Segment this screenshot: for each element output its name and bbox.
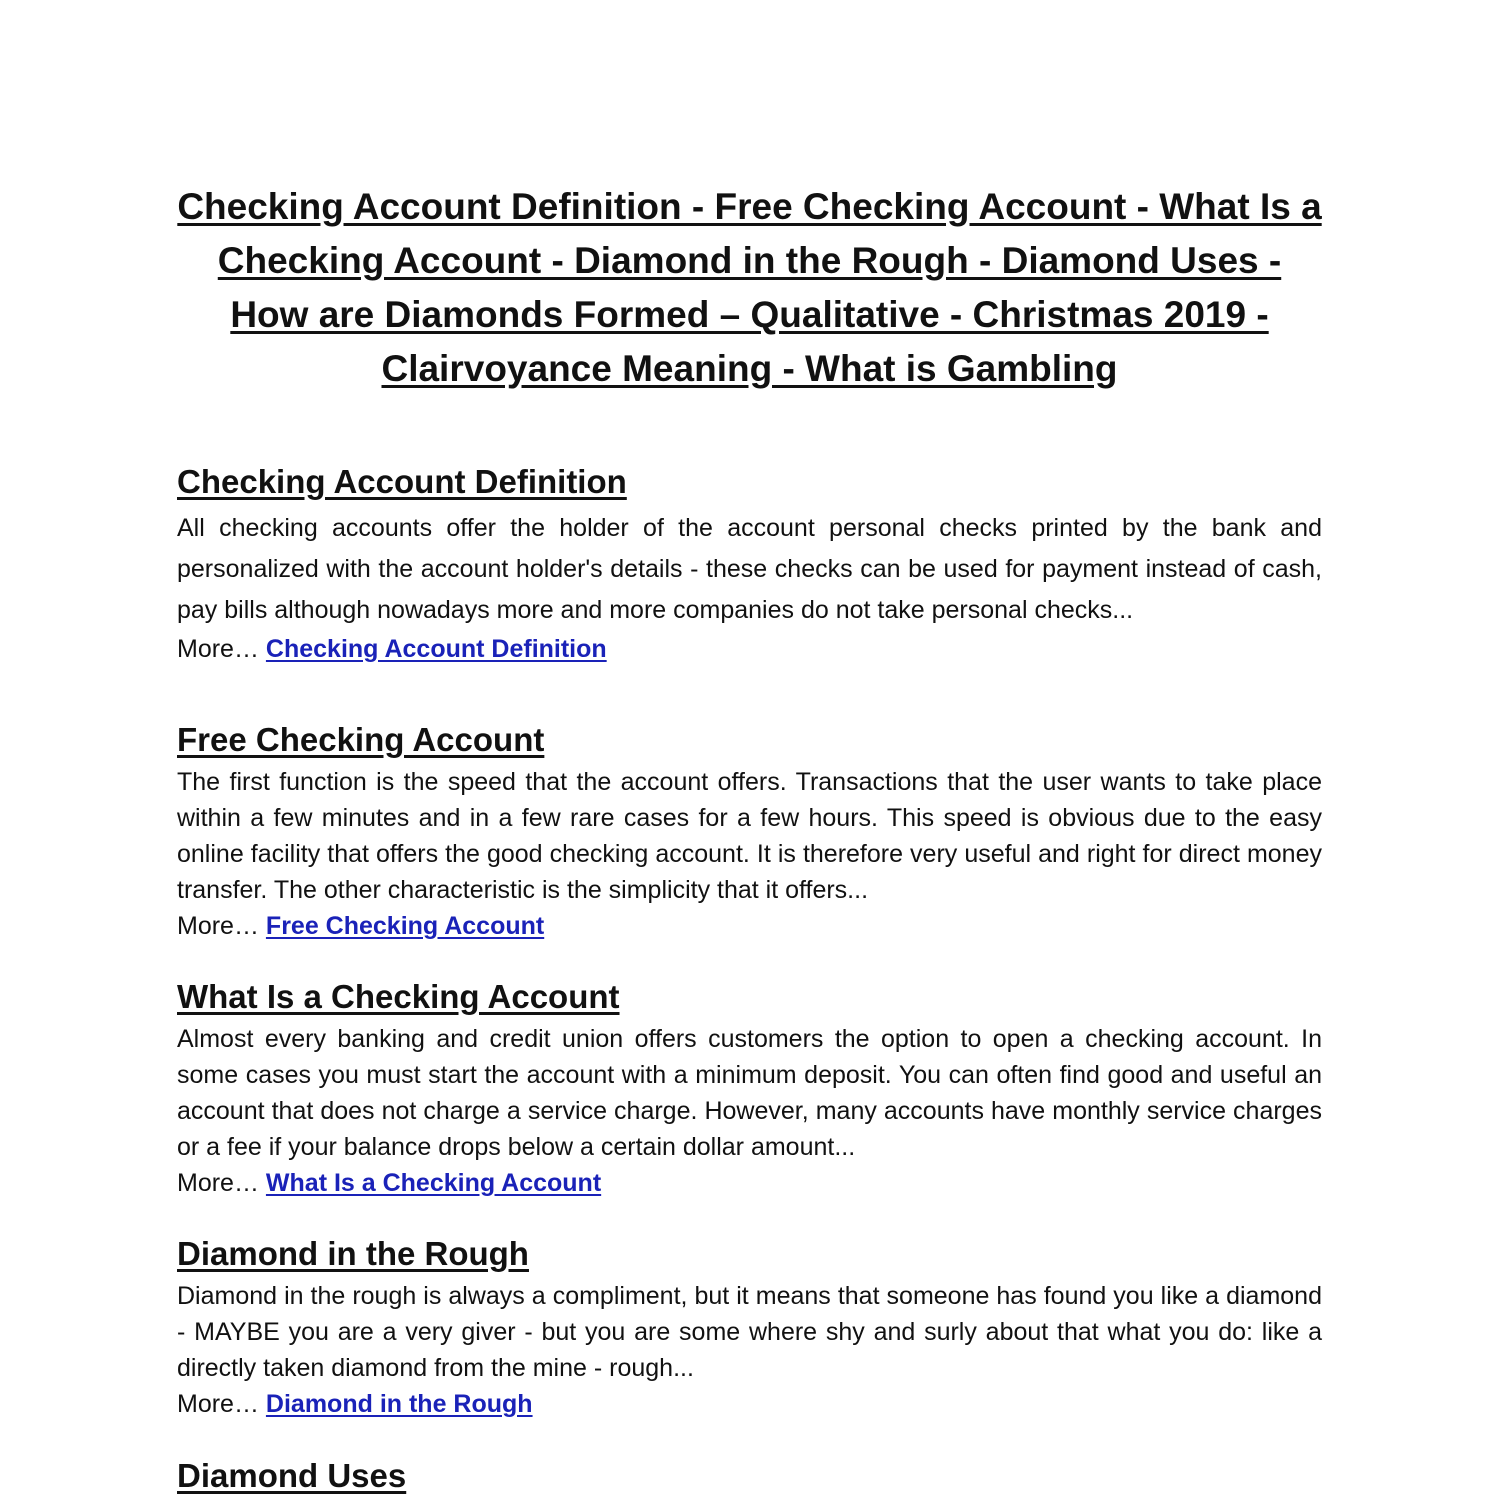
section-body: Almost every banking and credit union offers customers the option to open a checking account. In some cases you must start the account with a minimum deposit. You can often find good and useful an account that does not charge a service charge. However, many accounts have monthly service charges or a fee if your balance drops below a certain dollar amount... [177,1025,1322,1161]
section-heading: Diamond Uses [177,1457,407,1494]
more-line [177,1165,1322,1201]
document-title: Checking Account Definition - Free Checking Account - What Is a Checking Account - Diamond in the Rough - Diamond Uses - How are Diamonds Formed – Qualitative - Christmas 2019 - Clairvoyance Meaning - What is Gambling [177,186,1322,389]
section-diamond-in-the-rough [177,1234,1322,1422]
section-diamond-uses [177,1456,1322,1496]
section-heading: What Is a Checking Account [177,978,620,1015]
more-label: More… [177,1169,259,1197]
more-label: More… [177,1390,259,1418]
section-heading: Checking Account Definition [177,463,627,500]
section-body: All checking accounts offer the holder of the account personal checks printed by the bank and personalized with the account holder's details - these checks can be used for payment instead of cash, pay bills although nowadays more and more companies do not take personal checks... [177,514,1322,624]
section-free-checking-account [177,720,1322,944]
link-diamond-in-the-rough[interactable]: Diamond in the Rough [265,1390,533,1418]
section-checking-account-definition [177,462,1322,667]
section-body: The first function is the speed that the account offers. Transactions that the user wants to take place within a few minutes and in a few rare cases for a few hours. This speed is obvious due to the easy online facility that offers the good checking account. It is therefore very useful and right for direct money transfer. The other characteristic is the simplicity that it offers... [177,768,1322,904]
section-heading: Free Checking Account [177,721,545,758]
link-what-is-a-checking-account[interactable]: What Is a Checking Account [265,1169,602,1197]
document-page [177,0,1322,1500]
section-body: Diamond in the rough is always a compliment, but it means that someone has found you like a diamond - MAYBE you are a very giver - but you are some where shy and surly about that what you do: like a directly taken diamond from the mine - rough... [177,1282,1322,1382]
link-free-checking-account[interactable]: Free Checking Account [265,912,545,940]
more-line [177,631,1322,667]
more-label: More… [177,912,259,940]
section-heading: Diamond in the Rough [177,1235,529,1272]
section-what-is-a-checking-account [177,977,1322,1201]
more-line [177,908,1322,944]
more-line [177,1386,1322,1422]
more-label: More… [177,635,259,663]
link-checking-account-definition[interactable]: Checking Account Definition [265,635,607,663]
